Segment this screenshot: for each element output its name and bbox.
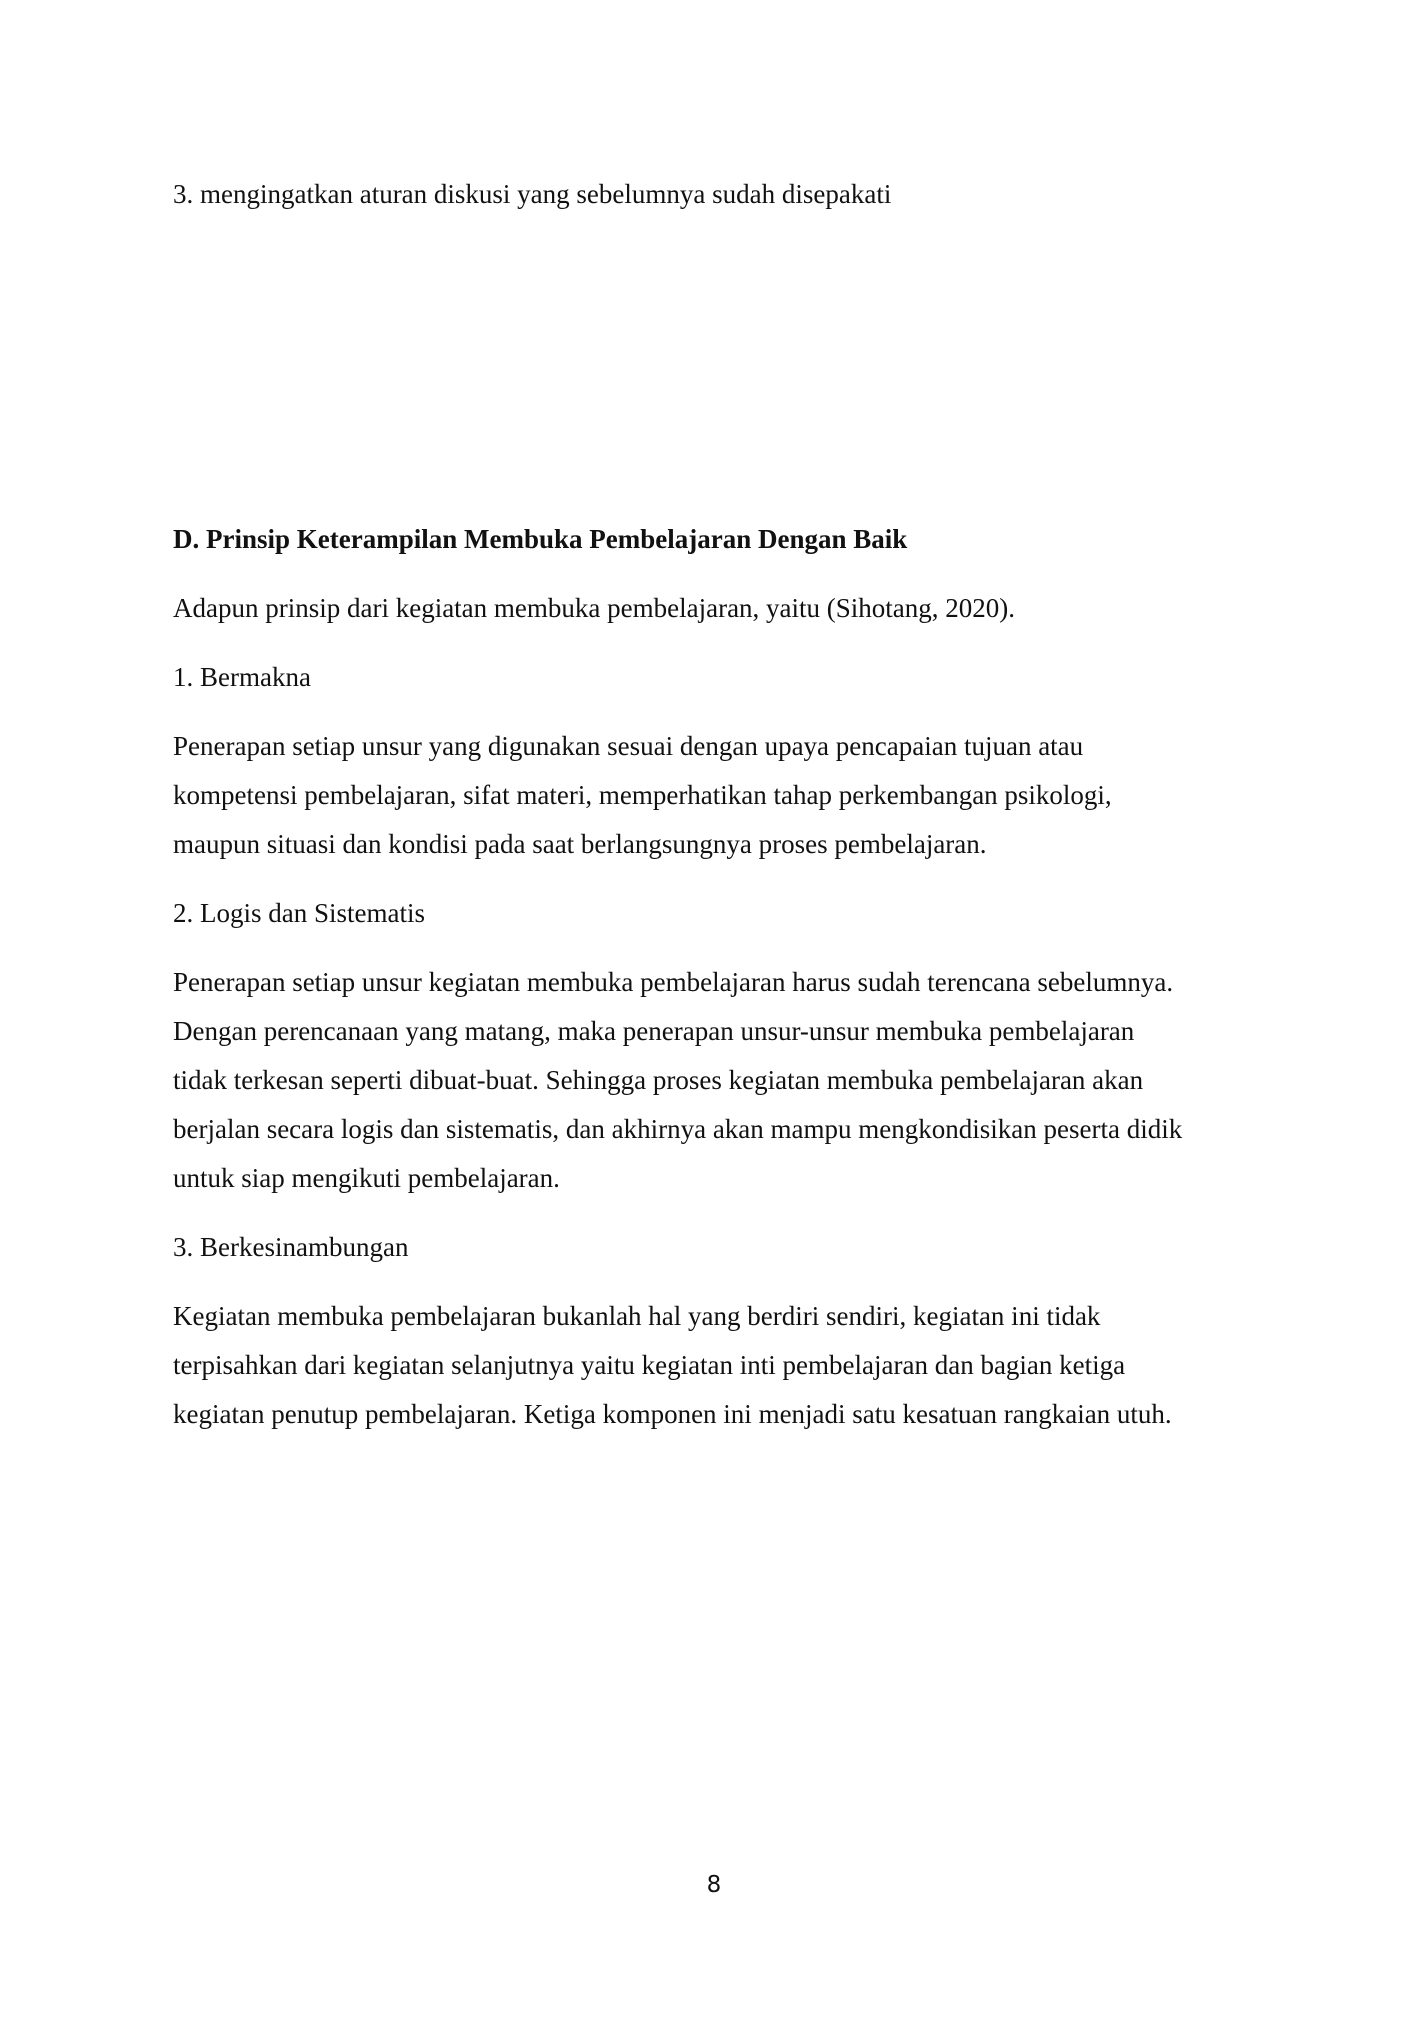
paragraph-line: kompetensi pembelajaran, sifat materi, memperhatikan tahap perkembangan psikologi, bbox=[173, 780, 1112, 810]
paragraph-line: terpisahkan dari kegiatan selanjutnya yaitu kegiatan inti pembelajaran dan bagian ketiga bbox=[173, 1350, 1126, 1380]
paragraph-line: Kegiatan membuka pembelajaran bukanlah hal yang berdiri sendiri, kegiatan ini tidak bbox=[173, 1301, 1101, 1331]
paragraph-line: Penerapan setiap unsur kegiatan membuka pembelajaran harus sudah terencana sebelumnya. bbox=[173, 967, 1174, 997]
principle-title-logis-sistematis: 2. Logis dan Sistematis bbox=[173, 898, 425, 928]
paragraph-line: Penerapan setiap unsur yang digunakan sesuai dengan upaya pencapaian tujuan atau bbox=[173, 731, 1084, 761]
section-intro: Adapun prinsip dari kegiatan membuka pembelajaran, yaitu (Sihotang, 2020). bbox=[173, 593, 1016, 623]
paragraph-line: maupun situasi dan kondisi pada saat berlangsungnya proses pembelajaran. bbox=[173, 829, 987, 859]
section-heading: D. Prinsip Keterampilan Membuka Pembelajaran Dengan Baik bbox=[173, 524, 908, 554]
paragraph-line: berjalan secara logis dan sistematis, dan akhirnya akan mampu mengkondisikan peserta didik bbox=[173, 1114, 1183, 1144]
paragraph-line: Dengan perencanaan yang matang, maka penerapan unsur-unsur membuka pembelajaran bbox=[173, 1016, 1135, 1046]
principle-title-bermakna: 1. Bermakna bbox=[173, 662, 311, 692]
paragraph-line: untuk siap mengikuti pembelajaran. bbox=[173, 1163, 560, 1193]
principle-title-berkesinambungan: 3. Berkesinambungan bbox=[173, 1232, 409, 1262]
paragraph-line: tidak terkesan seperti dibuat-buat. Sehingga proses kegiatan membuka pembelajaran akan bbox=[173, 1065, 1144, 1095]
page-number: 8 bbox=[706, 1872, 722, 1898]
paragraph-line: kegiatan penutup pembelajaran. Ketiga komponen ini menjadi satu kesatuan rangkaian utuh. bbox=[173, 1399, 1172, 1429]
list-item-reminder-rules: 3. mengingatkan aturan diskusi yang sebelumnya sudah disepakati bbox=[173, 179, 892, 209]
